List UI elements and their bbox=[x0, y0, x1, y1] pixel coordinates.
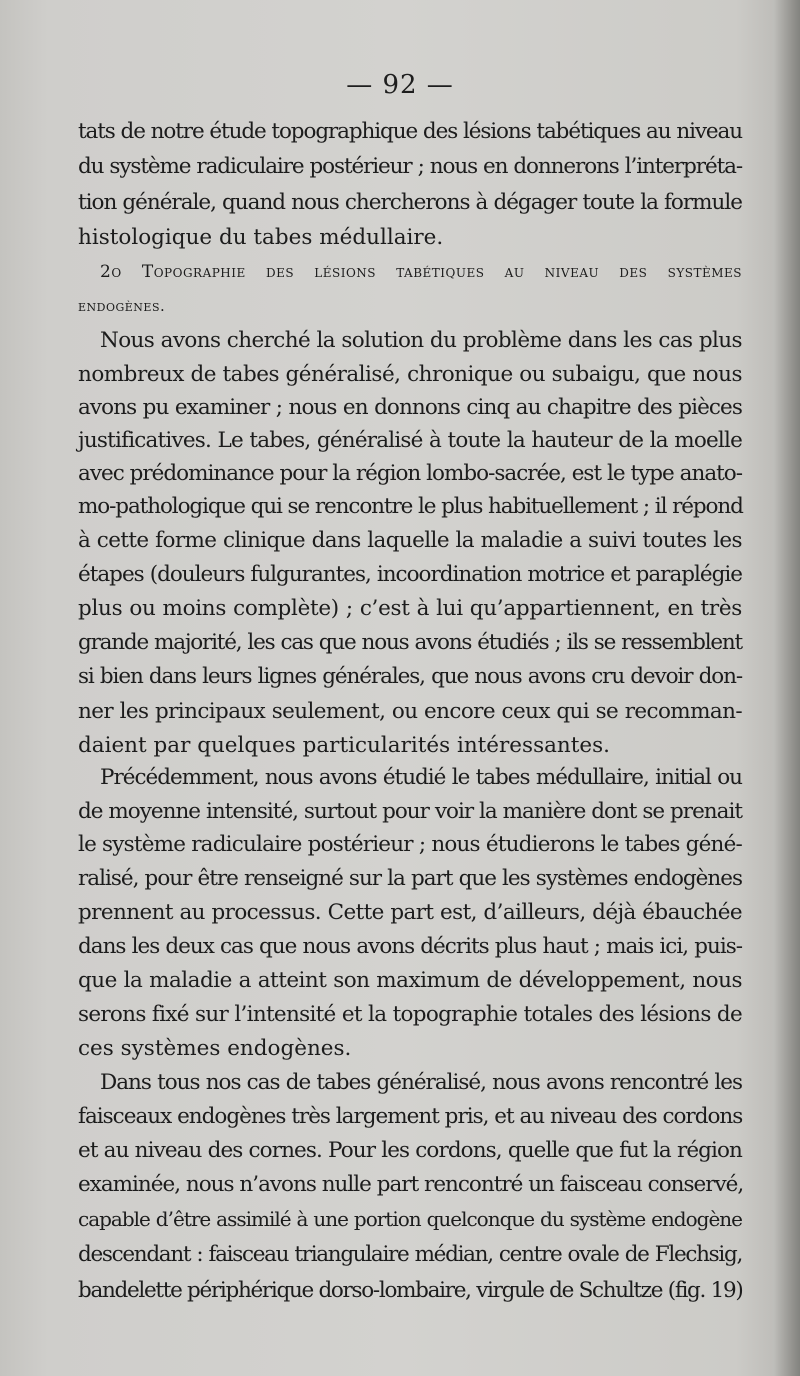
section-heading: 2o Topographie des lésions tabétiques au niveau des systèmes bbox=[100, 262, 742, 282]
text-line: capable d’être assimilé à une portion quelconque du système endogène bbox=[78, 1207, 742, 1231]
text-line: bandelette périphérique dorso-lombaire, virgule de Schultze (fig. 19) bbox=[78, 1278, 743, 1303]
text-line: serons fixé sur l’intensité et la topographie totales des lésions de bbox=[78, 1002, 742, 1027]
text-line: que la maladie a atteint son maximum de développement, nous bbox=[78, 968, 742, 993]
text-line: Dans tous nos cas de tabes généralisé, nous avons rencontré les bbox=[100, 1070, 742, 1095]
text-line: dans les deux cas que nous avons décrits plus haut ; mais ici, puis- bbox=[78, 934, 742, 959]
text-line: justificatives. Le tabes, généralisé à toute la hauteur de la moelle bbox=[78, 428, 742, 453]
text-line: mo-pathologique qui se rencontre le plus habituellement ; il répond bbox=[78, 494, 743, 519]
text-line: à cette forme clinique dans laquelle la maladie a suivi toutes les bbox=[78, 528, 742, 553]
text-line: faisceaux endogènes très largement pris, et au niveau des cordons bbox=[78, 1104, 743, 1129]
text-line: avec prédominance pour la région lombo-sacrée, est le type anato- bbox=[78, 461, 742, 486]
text-line: tats de notre étude topographique des lésions tabétiques au niveau bbox=[78, 119, 742, 144]
text-line: nombreux de tabes généralisé, chronique ou subaigu, que nous bbox=[78, 362, 742, 387]
text-line: Nous avons cherché la solution du problème dans les cas plus bbox=[100, 328, 742, 353]
text-line: grande majorité, les cas que nous avons étudiés ; ils se ressemblent bbox=[78, 630, 742, 655]
text-line: daient par quelques particularités intéressantes. bbox=[78, 733, 610, 758]
text-line: et au niveau des cornes. Pour les cordons, quelle que fut la région bbox=[78, 1138, 742, 1163]
text-line: le système radiculaire postérieur ; nous étudierons le tabes géné- bbox=[78, 832, 742, 857]
text-line: ralisé, pour être renseigné sur la part que les systèmes endogènes bbox=[78, 866, 742, 891]
text-line: tion générale, quand nous chercherons à dégager toute la formule bbox=[78, 190, 742, 215]
text-line: histologique du tabes médullaire. bbox=[78, 225, 444, 250]
text-line: examinée, nous n’avons nulle part rencontré un faisceau conservé, bbox=[78, 1172, 744, 1197]
text-line: du système radiculaire postérieur ; nous en donnerons l’interpréta- bbox=[78, 154, 742, 179]
page-number: — 92 — bbox=[346, 70, 454, 100]
text-line: descendant : faisceau triangulaire médian, centre ovale de Flechsig, bbox=[78, 1242, 742, 1267]
text-line: ner les principaux seulement, ou encore ceux qui se recomman- bbox=[78, 699, 742, 724]
text-line: de moyenne intensité, surtout pour voir la manière dont se prenait bbox=[78, 799, 742, 824]
text-line: si bien dans leurs lignes générales, que nous avons cru devoir don- bbox=[78, 664, 742, 689]
text-line: Précédemment, nous avons étudié le tabes médullaire, initial ou bbox=[100, 765, 742, 790]
text-line: avons pu examiner ; nous en donnons cinq au chapitre des pièces bbox=[78, 395, 742, 420]
text-line: ces systèmes endogènes. bbox=[78, 1036, 352, 1061]
text-line: prennent au processus. Cette part est, d’ailleurs, déjà ébauchée bbox=[78, 900, 742, 925]
text-line: plus ou moins complète) ; c’est à lui qu’appartiennent, en très bbox=[78, 596, 742, 621]
section-heading-continued: endogènes. bbox=[78, 297, 166, 315]
text-line: étapes (douleurs fulgurantes, incoordination motrice et paraplégie bbox=[78, 562, 742, 587]
